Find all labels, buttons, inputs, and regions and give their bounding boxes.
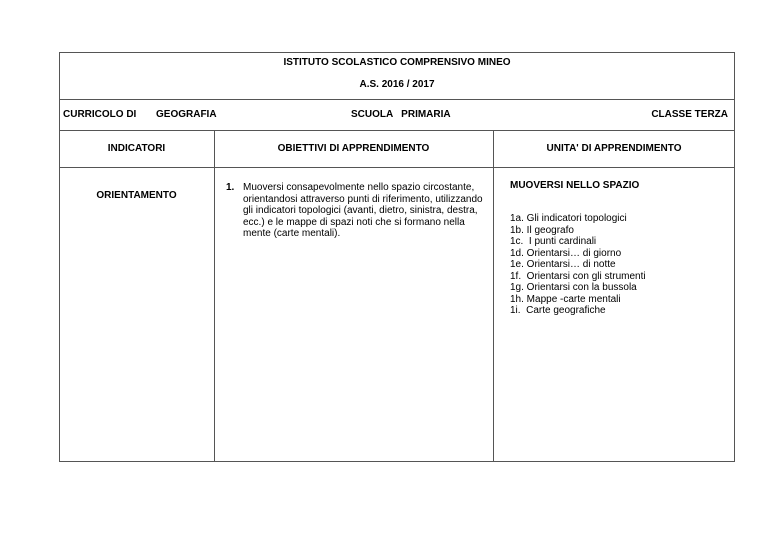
list-item: 1d. Orientarsi… di giorno xyxy=(510,247,622,259)
col-divider-1 xyxy=(214,130,215,462)
unit-list xyxy=(510,213,646,317)
subject-name: GEOGRAFIA xyxy=(156,109,217,120)
class-label: CLASSE TERZA xyxy=(651,109,728,120)
row-divider-header xyxy=(59,99,735,100)
list-item: 1g. Orientarsi con la bussola xyxy=(510,282,637,293)
school-name: ISTITUTO SCOLASTICO COMPRENSIVO MINEO xyxy=(283,57,511,68)
col-divider-2 xyxy=(493,130,494,462)
school-level: SCUOLA PRIMARIA xyxy=(351,109,451,120)
objective-number: 1. xyxy=(226,182,235,193)
indicator-orientamento: ORIENTAMENTO xyxy=(96,190,177,201)
list-item: 1i. Carte geografiche xyxy=(510,305,606,316)
list-item: 1f. Orientarsi con gli strumenti xyxy=(510,270,646,282)
row-divider-columns xyxy=(59,167,735,168)
objective-text: Muoversi consapevolmente nello spazio circostante, orientandosi attraverso punti di riferimento, utilizzando gli indicatori topologici (avanti, dietro, sinistra, destra, ecc.) e le mappe di spazi noti che si formano nella mente (carte mentali). xyxy=(243,182,483,239)
curricolo-label: CURRICOLO DI xyxy=(63,109,137,120)
column-header-indicators: INDICATORI xyxy=(107,143,166,154)
unit-title: MUOVERSI NELLO SPAZIO xyxy=(510,180,640,191)
list-item: 1c. I punti cardinali xyxy=(510,236,597,247)
list-item: 1b. Il geografo xyxy=(510,224,574,236)
school-year: A.S. 2016 / 2017 xyxy=(359,79,435,90)
list-item: 1a. Gli indicatori topologici xyxy=(510,213,627,224)
column-header-objectives: OBIETTIVI DI APPRENDIMENTO xyxy=(277,143,430,154)
list-item: 1h. Mappe -carte mentali xyxy=(510,293,621,305)
list-item: 1e. Orientarsi… di notte xyxy=(510,259,616,270)
column-header-units: UNITA' DI APPRENDIMENTO xyxy=(546,143,682,154)
row-divider-info xyxy=(59,130,735,131)
